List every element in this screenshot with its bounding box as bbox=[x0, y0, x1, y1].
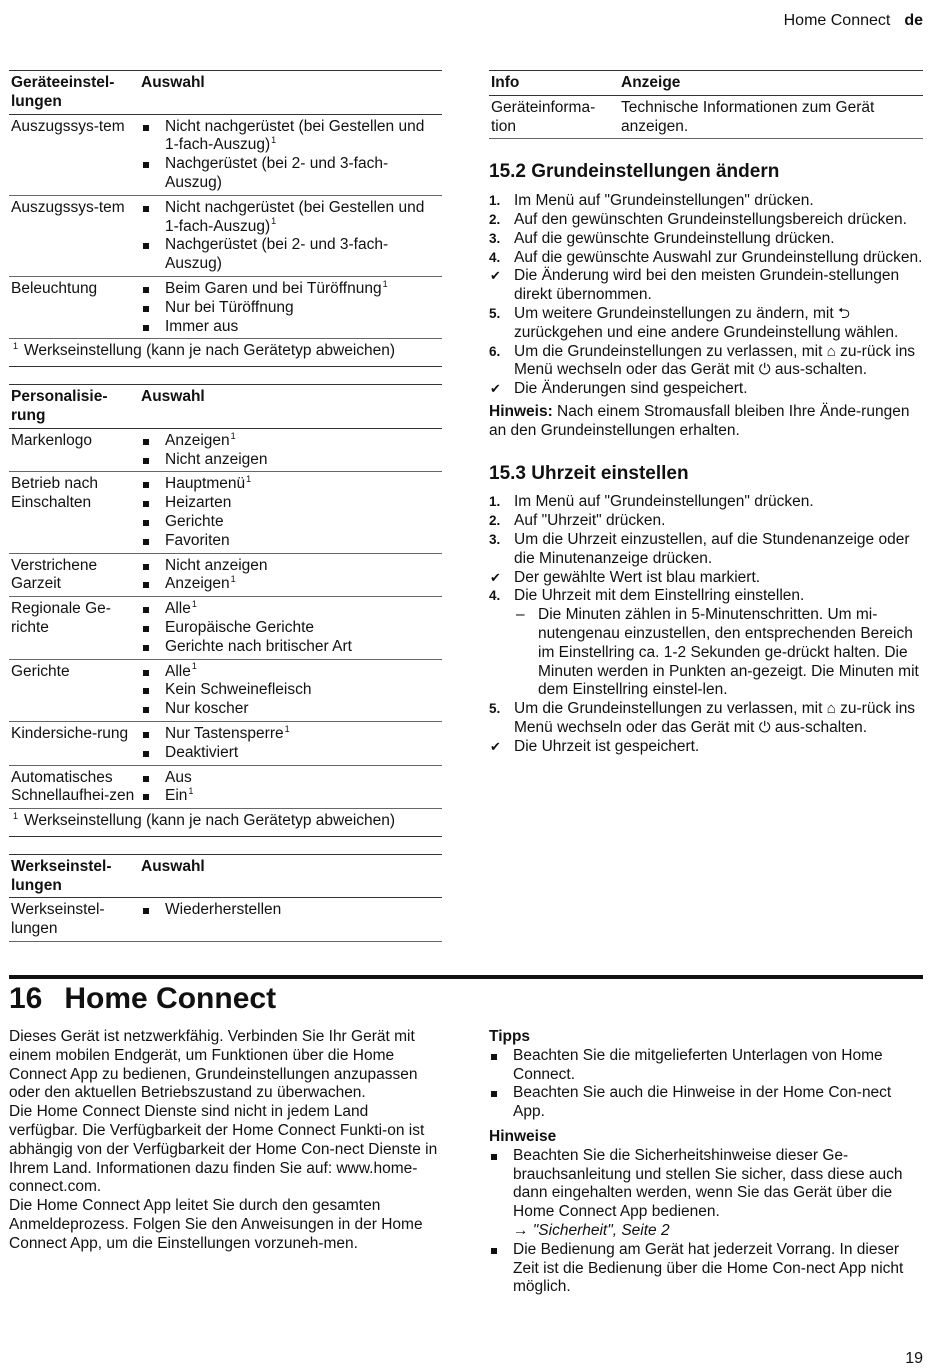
section-heading-15-2: 15.2 Grundeinstellungen ändern bbox=[489, 161, 780, 183]
table-cell-options bbox=[139, 276, 442, 338]
table-cell-label: Betrieb nach Einschalten bbox=[9, 472, 139, 553]
option-item: Immer aus bbox=[141, 318, 440, 337]
chapter-heading bbox=[9, 982, 276, 1016]
header-language: de bbox=[904, 12, 923, 29]
paragraph: Die Home Connect Dienste sind nicht in jedem Land verfügbar. Die Verfügbarkeit der Home Connect Funkti-on ist abhängig von der Verfügbarkeit der Home Con-nect Dienste in Ihrem Land. Informationen dazu finden Sie auf: www.home-connect.com. bbox=[9, 1103, 438, 1196]
table-geraeteeinstellungen bbox=[9, 70, 442, 339]
table-body bbox=[9, 114, 442, 339]
option-item: Anzeigen$^1$ bbox=[141, 575, 440, 594]
notes-list bbox=[489, 1147, 923, 1297]
table-row bbox=[9, 898, 442, 942]
tips-heading: Tipps bbox=[489, 1028, 531, 1045]
table-cell-value: Technische Informationen zum Gerät anzeigen. bbox=[619, 95, 923, 139]
footnote-marker: 1 bbox=[382, 278, 388, 289]
table-header-cell: Werkseinstel-lungen bbox=[9, 854, 139, 898]
table-cell-label: Werkseinstel-lungen bbox=[9, 898, 139, 942]
section-heading-15-3: 15.3 Uhrzeit einstellen bbox=[489, 462, 689, 484]
power-icon: ⏻ bbox=[758, 718, 771, 736]
table-cell-options bbox=[139, 765, 442, 809]
table-cell-label: Geräteinforma-tion bbox=[489, 95, 619, 139]
result-item: ✔ Die Änderung wird bei den meisten Grundein-stellungen direkt übernommen. bbox=[490, 267, 900, 304]
option-item: Nicht anzeigen bbox=[141, 557, 440, 576]
table-header-cell: Auswahl bbox=[139, 385, 442, 429]
table-cell-options bbox=[139, 898, 442, 942]
tips-list bbox=[489, 1047, 923, 1122]
table-header-row bbox=[489, 71, 923, 96]
list-item: Beachten Sie die mitgelieferten Unterlagen von Home Connect. bbox=[489, 1047, 923, 1085]
option-item: Anzeigen$^1$ bbox=[141, 432, 440, 451]
option-item: Wiederherstellen bbox=[141, 901, 440, 920]
option-item: Nachgerüstet (bei 2- und 3-fach-Auszug) bbox=[141, 155, 440, 193]
result-item: ✔ Die Änderungen sind gespeichert. bbox=[490, 380, 748, 398]
step-item: 2. Auf "Uhrzeit" drücken. bbox=[489, 512, 666, 530]
note-label: Hinweis: bbox=[489, 402, 553, 420]
table-row bbox=[9, 195, 442, 276]
table-cell-options bbox=[139, 195, 442, 276]
option-item: Ein$^1$ bbox=[141, 787, 440, 806]
option-item: Deaktiviert bbox=[141, 744, 440, 763]
table-cell-options bbox=[139, 428, 442, 472]
footnote-marker: 1 bbox=[284, 723, 290, 734]
footnote-marker: 1 bbox=[230, 430, 236, 441]
table-cell-options bbox=[139, 659, 442, 721]
checkmark-icon: ✔ bbox=[490, 268, 501, 284]
step-item: 5. Um die Grundeinstellungen zu verlassen, mit ⌂ zu-rück ins Menü wechseln oder das Gerät mit ⏻ aus-schalten. bbox=[489, 700, 916, 736]
table-row bbox=[9, 472, 442, 553]
option-item: Europäische Gerichte bbox=[141, 619, 440, 638]
option-item: Gerichte nach britischer Art bbox=[141, 638, 440, 657]
table-header-cell: Geräteeinstel-lungen bbox=[9, 71, 139, 115]
back-arrow-icon: ⮌ bbox=[837, 304, 850, 322]
table-header-row bbox=[9, 854, 442, 898]
option-item: Nur bei Türöffnung bbox=[141, 299, 440, 318]
footnote-marker: 1 bbox=[191, 661, 197, 672]
table-row bbox=[9, 114, 442, 195]
chapter-title: Home Connect bbox=[64, 982, 277, 1015]
notes-heading: Hinweise bbox=[489, 1127, 557, 1145]
table-cell-options bbox=[139, 553, 442, 597]
paragraph: Die Home Connect App leitet Sie durch den gesamten Anmeldeprozess. Folgen Sie den Anweisungen in der Home Connect App, um die Einstellungen vorzuneh-men. bbox=[9, 1197, 423, 1252]
left-column bbox=[9, 70, 442, 942]
table-row bbox=[9, 659, 442, 721]
checkmark-icon: ✔ bbox=[490, 381, 501, 397]
table-body bbox=[9, 428, 442, 808]
option-item: Kein Schweinefleisch bbox=[141, 681, 440, 700]
table-info bbox=[489, 70, 923, 139]
table-row bbox=[9, 553, 442, 597]
right-column bbox=[489, 70, 923, 757]
table-cell-label: Kindersiche-rung bbox=[9, 721, 139, 765]
list-item: Beachten Sie die Sicherheitshinweise dieser Ge-brauchsanleitung und stellen Sie sicher, dass diese auch dann eingehalten werden, wenn Sie das Gerät über die Home Connect App bedienen. → "Sicherheit", Seite 2 bbox=[489, 1147, 923, 1241]
footnote-marker: 1 bbox=[246, 474, 252, 485]
step-item: 1. Im Menü auf "Grundeinstellungen" drücken. bbox=[489, 493, 814, 511]
table-werkseinstellungen bbox=[9, 854, 442, 942]
note-text: Nach einem Stromausfall bleiben Ihre Ände-rungen an den Grundeinstellungen erhalten. bbox=[489, 402, 910, 439]
table-cell-label: Gerichte bbox=[9, 659, 139, 721]
table-cell-label: Auszugssys-tem bbox=[9, 195, 139, 276]
table-cell-options bbox=[139, 472, 442, 553]
footnote-marker: 1 bbox=[191, 598, 197, 609]
option-item: Gerichte bbox=[141, 513, 440, 532]
table-header-row bbox=[9, 385, 442, 429]
chapter-number: 16 bbox=[9, 982, 43, 1015]
step-item: 2. Auf den gewünschten Grundeinstellungsbereich drücken. bbox=[489, 210, 907, 228]
footnote-marker: 1 bbox=[271, 135, 277, 146]
table-header-cell: Personalisie-rung bbox=[9, 385, 139, 429]
table-footnote bbox=[9, 339, 442, 367]
steps-list-15-2 bbox=[489, 192, 923, 399]
table-cell-options bbox=[139, 721, 442, 765]
home-icon: ⌂ bbox=[826, 700, 836, 718]
table-row bbox=[9, 428, 442, 472]
option-item: Favoriten bbox=[141, 532, 440, 551]
option-item: Beim Garen und bei Türöffnung$^1$ bbox=[141, 280, 440, 299]
list-item: Beachten Sie auch die Hinweise in der Home Con-nect App. bbox=[489, 1084, 923, 1122]
table-cell-label: Regionale Ge-richte bbox=[9, 597, 139, 659]
step-item: 4. Die Uhrzeit mit dem Einstellring einstellen. – Die Minuten zählen in 5-Minutenschritten. Um mi-nutengenau einzustellen, den entsprechenden Bereich im Einstellring ca. 1-2 Sekunden ge-drückt halten. Die Minuten werden in Punkten an-gezeigt. Die Minuten mit dem Einstellring einstel-len. bbox=[489, 587, 923, 700]
footnote-text: Werkseinstellung (kann je nach Gerätetyp abweichen) bbox=[24, 812, 396, 830]
checkmark-icon: ✔ bbox=[490, 569, 501, 585]
table-footnote bbox=[9, 809, 442, 837]
option-item: Aus bbox=[141, 769, 440, 788]
option-item: Nur koscher bbox=[141, 700, 440, 719]
table-cell-options bbox=[139, 597, 442, 659]
option-item: Nicht nachgerüstet (bei Gestellen und 1-fach-Auszug)$^1$ bbox=[141, 118, 440, 156]
chapter-tips bbox=[489, 1028, 923, 1297]
table-row bbox=[9, 276, 442, 338]
table-row bbox=[9, 597, 442, 659]
footnote-marker: 1 bbox=[271, 216, 277, 227]
cross-reference-link[interactable]: → "Sicherheit", Seite 2 bbox=[513, 1221, 670, 1239]
option-item: Nur Tastensperre$^1$ bbox=[141, 725, 440, 744]
power-icon: ⏻ bbox=[758, 361, 771, 379]
step-item: 5. Um weitere Grundeinstellungen zu ändern, mit ⮌ zurückgehen und eine andere Grundeinstellung wählen. bbox=[489, 304, 899, 341]
paragraph: Dieses Gerät ist netzwerkfähig. Verbinden Sie Ihr Gerät mit einem mobilen Endgerät, um Funktionen über die Home Connect App zu bedienen, Grundeinstellungen anzupassen oder den aktuellen Betriebszustand zu überwachen. bbox=[9, 1028, 418, 1102]
sub-step: – Die Minuten zählen in 5-Minutenschritten. Um mi-nutengenau einzustellen, den entsprechenden Bereich im Einstellring ca. 1-2 Sekunden ge-drückt halten. Die Minuten werden in Punkten an-gezeigt. Die Minuten mit dem Einstellring einstel-len. bbox=[514, 606, 923, 700]
result-item: ✔ Der gewählte Wert ist blau markiert. bbox=[490, 568, 761, 586]
list-item: Die Bedienung am Gerät hat jederzeit Vorrang. In dieser Zeit ist die Bedienung über die Home Con-nect App nicht möglich. bbox=[489, 1241, 923, 1297]
table-header-cell: Auswahl bbox=[139, 854, 442, 898]
footnote-marker: 1 bbox=[13, 810, 19, 821]
table-row bbox=[9, 721, 442, 765]
table-cell-label: Automatisches Schnellaufhei-zen bbox=[9, 765, 139, 809]
home-icon: ⌂ bbox=[826, 342, 836, 360]
step-item: 4. Auf die gewünschte Auswahl zur Grundeinstellung drücken. bbox=[489, 248, 923, 266]
table-header-cell: Anzeige bbox=[619, 71, 923, 96]
option-item: Heizarten bbox=[141, 494, 440, 513]
header-title: Home Connect bbox=[783, 12, 891, 29]
result-item: ✔ Die Uhrzeit ist gespeichert. bbox=[490, 737, 700, 755]
option-item: Nicht nachgerüstet (bei Gestellen und 1-fach-Auszug)$^1$ bbox=[141, 199, 440, 237]
running-header bbox=[784, 12, 923, 31]
footnote-marker: 1 bbox=[13, 341, 19, 352]
table-row bbox=[9, 765, 442, 809]
option-item: Nachgerüstet (bei 2- und 3-fach-Auszug) bbox=[141, 236, 440, 274]
note bbox=[489, 403, 923, 441]
option-item: Hauptmenü$^1$ bbox=[141, 475, 440, 494]
table-header-cell: Info bbox=[489, 71, 619, 96]
option-item: Alle$^1$ bbox=[141, 663, 440, 682]
chapter-intro bbox=[9, 1028, 439, 1254]
table-personalisierung bbox=[9, 384, 442, 809]
footnote-marker: 1 bbox=[230, 574, 236, 585]
steps-list-15-3 bbox=[489, 493, 923, 756]
table-cell-options bbox=[139, 114, 442, 195]
page-number: 19 bbox=[905, 1350, 923, 1367]
table-row bbox=[489, 95, 923, 139]
footnote-marker: 1 bbox=[188, 786, 194, 797]
step-item: 6. Um die Grundeinstellungen zu verlassen, mit ⌂ zu-rück ins Menü wechseln oder das Gerät mit ⏻ aus-schalten. bbox=[489, 342, 916, 379]
table-cell-label: Auszugssys-tem bbox=[9, 114, 139, 195]
footnote-text: Werkseinstellung (kann je nach Gerätetyp abweichen) bbox=[24, 342, 396, 360]
table-cell-label: Verstrichene Garzeit bbox=[9, 553, 139, 597]
table-header-cell: Auswahl bbox=[139, 71, 442, 115]
option-item: Alle$^1$ bbox=[141, 600, 440, 619]
option-item: Nicht anzeigen bbox=[141, 451, 440, 470]
chapter-divider bbox=[9, 975, 923, 979]
table-cell-label: Markenlogo bbox=[9, 428, 139, 472]
step-item: 1. Im Menü auf "Grundeinstellungen" drücken. bbox=[489, 192, 814, 210]
table-header-row bbox=[9, 71, 442, 115]
step-item: 3. Um die Uhrzeit einzustellen, auf die Stundenanzeige oder die Minutenanzeige drücken. bbox=[489, 530, 910, 567]
table-cell-label: Beleuchtung bbox=[9, 276, 139, 338]
checkmark-icon: ✔ bbox=[490, 738, 501, 754]
step-item: 3. Auf die gewünschte Grundeinstellung drücken. bbox=[489, 229, 835, 247]
